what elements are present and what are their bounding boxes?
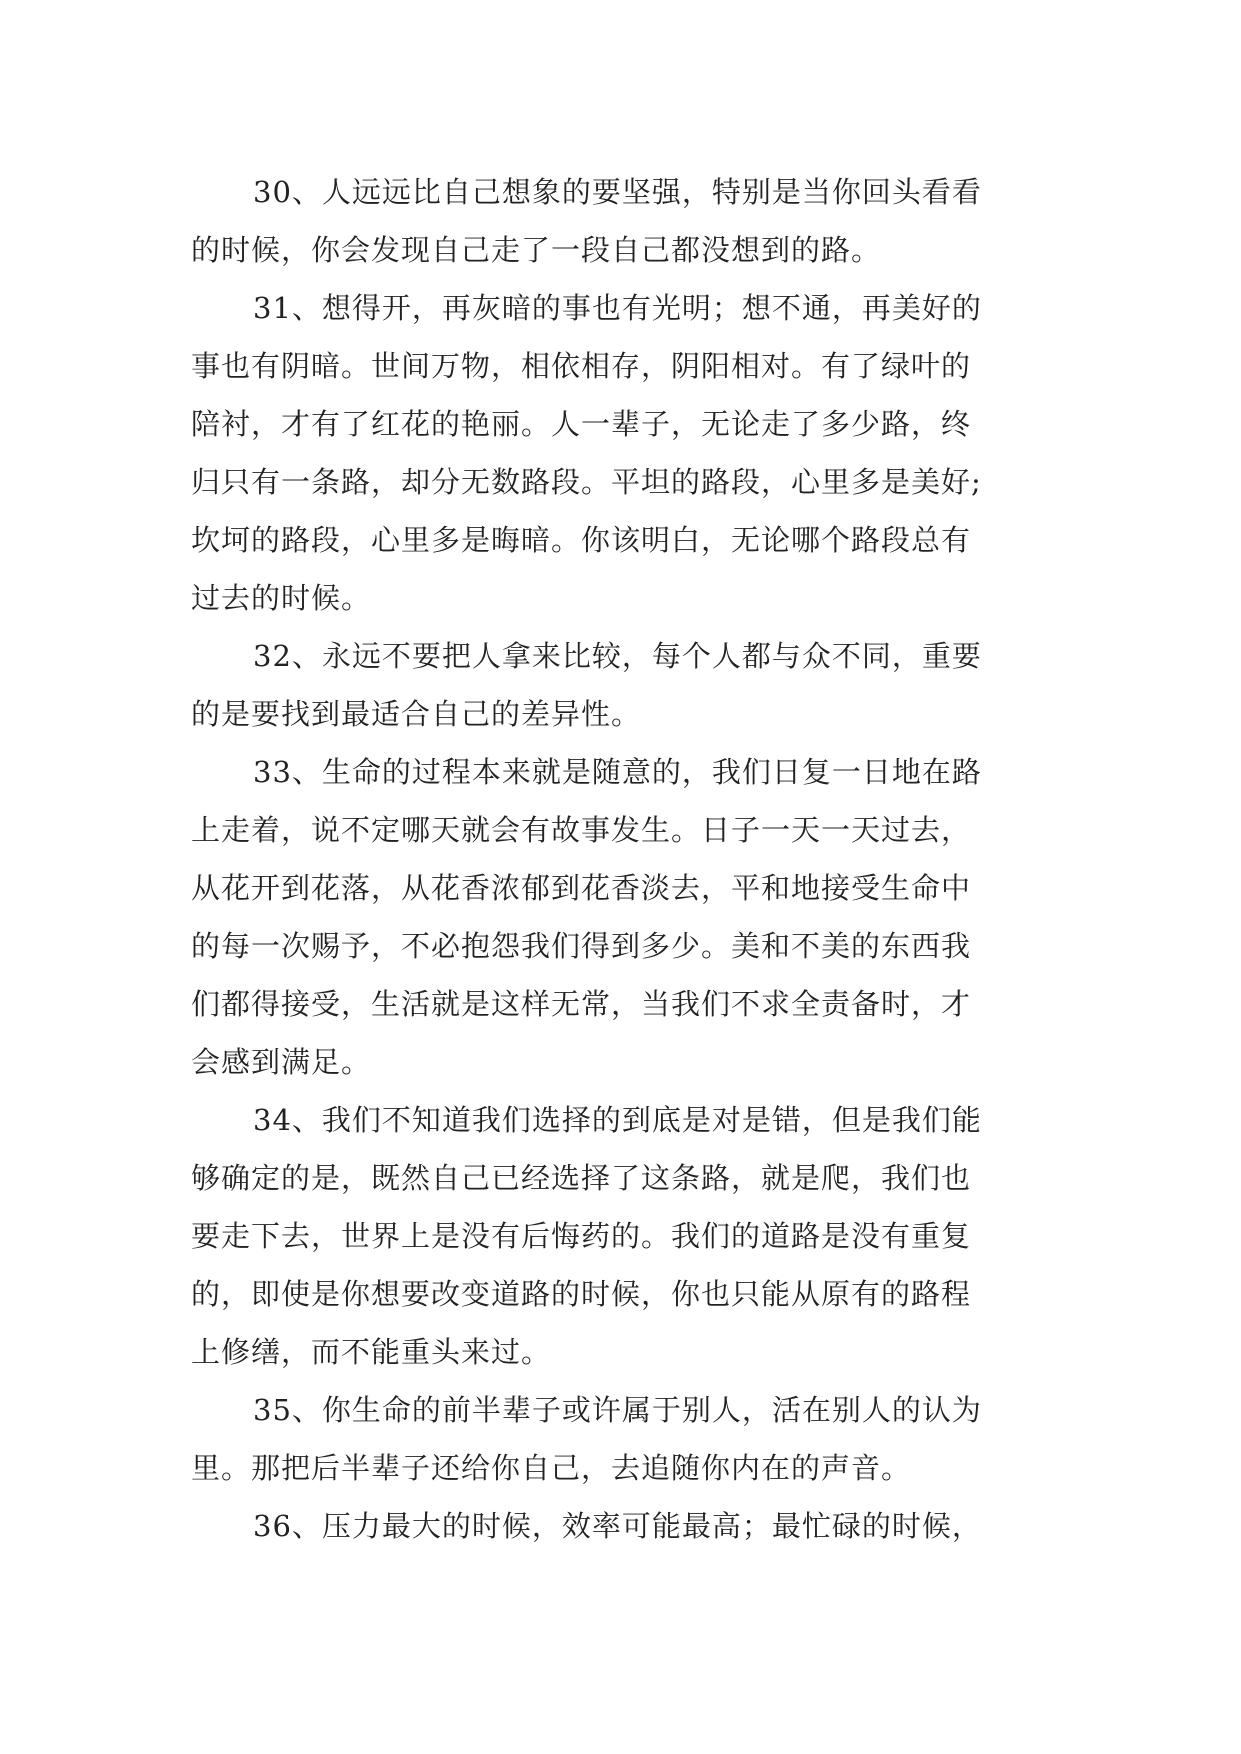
- paragraph-line: 要走下去，世界上是没有后悔药的。我们的道路是没有重复: [191, 1219, 972, 1253]
- paragraph-line: 会感到满足。: [191, 1045, 372, 1079]
- paragraph-33: [191, 743, 1061, 1091]
- paragraph-36: [191, 1497, 1061, 1555]
- paragraph-line: 33、生命的过程本来就是随意的，我们日复一日地在路: [253, 755, 982, 789]
- paragraph-line: 事也有阴暗。世间万物，相依相存，阴阳相对。有了绿叶的: [191, 349, 972, 383]
- paragraph-30: [191, 163, 1061, 279]
- paragraph-34: [191, 1091, 1061, 1381]
- paragraph-line: 上走着，说不定哪天就会有故事发生。日子一天一天过去，: [191, 813, 972, 847]
- paragraph-line: 们都得接受，生活就是这样无常，当我们不求全责备时，才: [191, 987, 972, 1021]
- paragraph-line: 30、人远远比自己想象的要坚强，特别是当你回头看看: [253, 175, 982, 209]
- paragraph-line: 32、永远不要把人拿来比较，每个人都与众不同，重要: [253, 639, 982, 673]
- body-text: [191, 163, 1061, 1555]
- paragraph-line: 从花开到花落，从花香浓郁到花香淡去，平和地接受生命中: [191, 871, 972, 905]
- paragraph-line: 够确定的是，既然自己已经选择了这条路，就是爬，我们也: [191, 1161, 972, 1195]
- paragraph-line: 31、想得开，再灰暗的事也有光明；想不通，再美好的: [253, 291, 982, 325]
- paragraph-31: [191, 279, 1061, 627]
- paragraph-line: 的时候，你会发现自己走了一段自己都没想到的路。: [191, 233, 882, 267]
- paragraph-line: 陪衬，才有了红花的艳丽。人一辈子，无论走了多少路，终: [191, 407, 972, 441]
- paragraph-line: 34、我们不知道我们选择的到底是对是错，但是我们能: [253, 1103, 982, 1137]
- paragraph-line: 的，即使是你想要改变道路的时候，你也只能从原有的路程: [191, 1277, 972, 1311]
- paragraph-line: 36、压力最大的时候，效率可能最高；最忙碌的时候，: [253, 1509, 982, 1543]
- paragraph-line: 里。那把后半辈子还给你自己，去追随你内在的声音。: [191, 1451, 912, 1485]
- paragraph-line: 的是要找到最适合自己的差异性。: [191, 697, 642, 731]
- paragraph-32: [191, 627, 1061, 743]
- paragraph-line: 归只有一条路，却分无数路段。平坦的路段，心里多是美好;: [191, 465, 982, 499]
- paragraph-line: 35、你生命的前半辈子或许属于别人，活在别人的认为: [253, 1393, 982, 1427]
- paragraph-line: 过去的时候。: [191, 581, 372, 615]
- paragraph-35: [191, 1381, 1061, 1497]
- paragraph-line: 上修缮，而不能重头来过。: [191, 1335, 552, 1369]
- paragraph-line: 的每一次赐予，不必抱怨我们得到多少。美和不美的东西我: [191, 929, 972, 963]
- paragraph-line: 坎坷的路段，心里多是晦暗。你该明白，无论哪个路段总有: [191, 523, 972, 557]
